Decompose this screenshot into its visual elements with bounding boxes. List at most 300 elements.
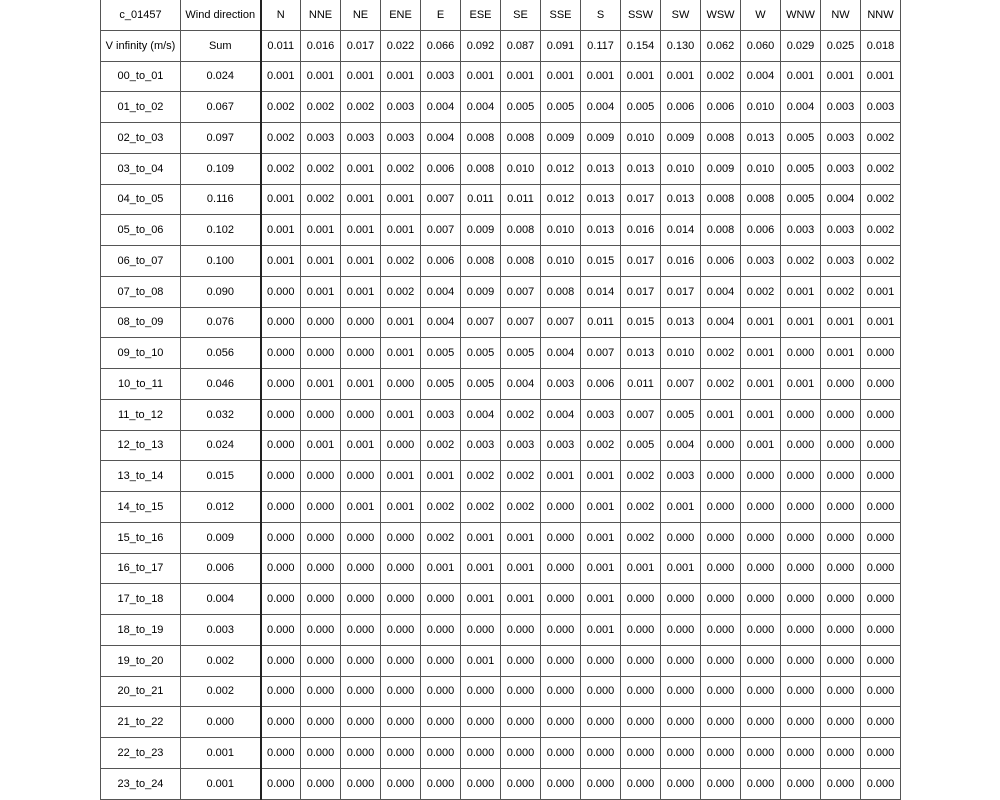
frequency-cell: 0.001 bbox=[741, 307, 781, 338]
frequency-cell: 0.010 bbox=[541, 215, 581, 246]
frequency-cell: 0.001 bbox=[741, 369, 781, 400]
frequency-cell: 0.003 bbox=[781, 215, 821, 246]
frequency-cell: 0.000 bbox=[341, 676, 381, 707]
frequency-cell: 0.000 bbox=[261, 338, 301, 369]
frequency-cell: 0.010 bbox=[741, 92, 781, 123]
frequency-cell: 0.001 bbox=[341, 369, 381, 400]
frequency-cell: 0.002 bbox=[701, 338, 741, 369]
direction-header: SE bbox=[501, 0, 541, 30]
frequency-cell: 0.000 bbox=[541, 522, 581, 553]
row-sum-cell: 0.009 bbox=[181, 522, 261, 553]
frequency-cell: 0.003 bbox=[341, 123, 381, 154]
frequency-cell: 0.004 bbox=[421, 123, 461, 154]
frequency-cell: 0.014 bbox=[581, 276, 621, 307]
frequency-cell: 0.004 bbox=[541, 338, 581, 369]
frequency-cell: 0.003 bbox=[501, 430, 541, 461]
frequency-cell: 0.002 bbox=[301, 184, 341, 215]
frequency-cell: 0.000 bbox=[301, 492, 341, 523]
table-id: c_01457 bbox=[101, 0, 181, 30]
frequency-cell: 0.001 bbox=[341, 246, 381, 277]
row-sum-cell: 0.003 bbox=[181, 615, 261, 646]
table-row bbox=[101, 645, 901, 676]
frequency-cell: 0.003 bbox=[661, 461, 701, 492]
frequency-cell: 0.000 bbox=[821, 676, 861, 707]
frequency-cell: 0.009 bbox=[461, 276, 501, 307]
frequency-cell: 0.011 bbox=[581, 307, 621, 338]
speed-bin-label: 05_to_06 bbox=[101, 215, 181, 246]
frequency-cell: 0.007 bbox=[421, 184, 461, 215]
direction-header: S bbox=[581, 0, 621, 30]
frequency-cell: 0.001 bbox=[301, 61, 341, 92]
frequency-cell: 0.000 bbox=[261, 615, 301, 646]
frequency-cell: 0.010 bbox=[621, 123, 661, 154]
frequency-cell: 0.005 bbox=[461, 369, 501, 400]
frequency-cell: 0.005 bbox=[781, 123, 821, 154]
frequency-cell: 0.001 bbox=[621, 61, 661, 92]
frequency-cell: 0.001 bbox=[501, 61, 541, 92]
frequency-cell: 0.000 bbox=[701, 645, 741, 676]
frequency-cell: 0.000 bbox=[621, 768, 661, 799]
frequency-cell: 0.000 bbox=[381, 430, 421, 461]
direction-header: W bbox=[741, 0, 781, 30]
frequency-cell: 0.004 bbox=[581, 92, 621, 123]
frequency-cell: 0.000 bbox=[661, 676, 701, 707]
frequency-cell: 0.000 bbox=[861, 707, 901, 738]
frequency-cell: 0.000 bbox=[621, 615, 661, 646]
frequency-cell: 0.000 bbox=[701, 768, 741, 799]
frequency-cell: 0.008 bbox=[701, 184, 741, 215]
frequency-cell: 0.000 bbox=[381, 707, 421, 738]
frequency-cell: 0.001 bbox=[781, 61, 821, 92]
frequency-cell: 0.000 bbox=[341, 338, 381, 369]
frequency-cell: 0.008 bbox=[501, 215, 541, 246]
frequency-cell: 0.000 bbox=[621, 584, 661, 615]
frequency-cell: 0.005 bbox=[621, 92, 661, 123]
frequency-cell: 0.000 bbox=[821, 369, 861, 400]
frequency-cell: 0.004 bbox=[461, 399, 501, 430]
row-sum-cell: 0.001 bbox=[181, 738, 261, 769]
frequency-cell: 0.001 bbox=[261, 61, 301, 92]
frequency-cell: 0.001 bbox=[381, 307, 421, 338]
frequency-cell: 0.000 bbox=[261, 522, 301, 553]
direction-header: SSW bbox=[621, 0, 661, 30]
table-row bbox=[101, 768, 901, 799]
row-sum-cell: 0.067 bbox=[181, 92, 261, 123]
frequency-cell: 0.000 bbox=[341, 768, 381, 799]
frequency-cell: 0.002 bbox=[501, 461, 541, 492]
frequency-cell: 0.001 bbox=[581, 522, 621, 553]
frequency-cell: 0.005 bbox=[621, 430, 661, 461]
direction-header: WNW bbox=[781, 0, 821, 30]
direction-sum-cell: 0.117 bbox=[581, 30, 621, 61]
frequency-cell: 0.000 bbox=[821, 399, 861, 430]
frequency-cell: 0.000 bbox=[741, 676, 781, 707]
frequency-cell: 0.000 bbox=[781, 707, 821, 738]
frequency-cell: 0.000 bbox=[861, 584, 901, 615]
frequency-cell: 0.000 bbox=[741, 553, 781, 584]
speed-bin-label: 19_to_20 bbox=[101, 645, 181, 676]
frequency-cell: 0.001 bbox=[301, 369, 341, 400]
frequency-cell: 0.001 bbox=[461, 645, 501, 676]
frequency-cell: 0.000 bbox=[741, 492, 781, 523]
frequency-cell: 0.000 bbox=[381, 584, 421, 615]
frequency-cell: 0.001 bbox=[301, 276, 341, 307]
frequency-cell: 0.000 bbox=[261, 584, 301, 615]
frequency-cell: 0.008 bbox=[741, 184, 781, 215]
frequency-cell: 0.003 bbox=[381, 92, 421, 123]
frequency-cell: 0.000 bbox=[541, 738, 581, 769]
frequency-cell: 0.002 bbox=[261, 92, 301, 123]
table-row bbox=[101, 615, 901, 646]
frequency-cell: 0.001 bbox=[381, 184, 421, 215]
frequency-cell: 0.000 bbox=[541, 768, 581, 799]
frequency-cell: 0.006 bbox=[421, 246, 461, 277]
frequency-cell: 0.000 bbox=[461, 768, 501, 799]
frequency-cell: 0.002 bbox=[261, 153, 301, 184]
frequency-cell: 0.001 bbox=[661, 61, 701, 92]
frequency-cell: 0.000 bbox=[621, 738, 661, 769]
frequency-cell: 0.000 bbox=[261, 645, 301, 676]
frequency-cell: 0.000 bbox=[541, 645, 581, 676]
frequency-cell: 0.002 bbox=[621, 522, 661, 553]
frequency-cell: 0.001 bbox=[421, 553, 461, 584]
frequency-cell: 0.000 bbox=[261, 461, 301, 492]
table-row bbox=[101, 676, 901, 707]
frequency-cell: 0.008 bbox=[501, 123, 541, 154]
frequency-cell: 0.000 bbox=[381, 645, 421, 676]
frequency-cell: 0.003 bbox=[581, 399, 621, 430]
row-sum-cell: 0.000 bbox=[181, 707, 261, 738]
frequency-cell: 0.000 bbox=[581, 768, 621, 799]
row-sum-cell: 0.100 bbox=[181, 246, 261, 277]
frequency-cell: 0.000 bbox=[741, 522, 781, 553]
table-row bbox=[101, 738, 901, 769]
frequency-cell: 0.000 bbox=[661, 645, 701, 676]
frequency-cell: 0.002 bbox=[621, 492, 661, 523]
frequency-cell: 0.013 bbox=[661, 307, 701, 338]
frequency-cell: 0.003 bbox=[821, 215, 861, 246]
frequency-cell: 0.003 bbox=[861, 92, 901, 123]
frequency-cell: 0.000 bbox=[861, 676, 901, 707]
row-sum-cell: 0.056 bbox=[181, 338, 261, 369]
frequency-cell: 0.000 bbox=[701, 461, 741, 492]
frequency-cell: 0.013 bbox=[741, 123, 781, 154]
row-sum-cell: 0.109 bbox=[181, 153, 261, 184]
row-sum-cell: 0.024 bbox=[181, 61, 261, 92]
frequency-cell: 0.000 bbox=[861, 553, 901, 584]
frequency-cell: 0.001 bbox=[341, 184, 381, 215]
frequency-cell: 0.000 bbox=[861, 768, 901, 799]
direction-sum-cell: 0.092 bbox=[461, 30, 501, 61]
frequency-cell: 0.000 bbox=[661, 615, 701, 646]
frequency-cell: 0.000 bbox=[381, 676, 421, 707]
frequency-cell: 0.000 bbox=[861, 399, 901, 430]
speed-bin-label: 01_to_02 bbox=[101, 92, 181, 123]
frequency-cell: 0.000 bbox=[861, 492, 901, 523]
frequency-cell: 0.000 bbox=[381, 369, 421, 400]
frequency-cell: 0.000 bbox=[781, 584, 821, 615]
frequency-cell: 0.000 bbox=[301, 307, 341, 338]
frequency-cell: 0.006 bbox=[421, 153, 461, 184]
frequency-cell: 0.004 bbox=[781, 92, 821, 123]
frequency-cell: 0.009 bbox=[541, 123, 581, 154]
frequency-cell: 0.015 bbox=[581, 246, 621, 277]
frequency-cell: 0.002 bbox=[421, 522, 461, 553]
frequency-cell: 0.000 bbox=[781, 399, 821, 430]
speed-bin-label: 03_to_04 bbox=[101, 153, 181, 184]
row-sum-cell: 0.046 bbox=[181, 369, 261, 400]
frequency-cell: 0.000 bbox=[261, 276, 301, 307]
frequency-cell: 0.000 bbox=[701, 707, 741, 738]
frequency-cell: 0.002 bbox=[861, 215, 901, 246]
frequency-cell: 0.000 bbox=[421, 584, 461, 615]
frequency-cell: 0.001 bbox=[741, 430, 781, 461]
table-row bbox=[101, 215, 901, 246]
table-row bbox=[101, 492, 901, 523]
direction-sum-cell: 0.066 bbox=[421, 30, 461, 61]
frequency-cell: 0.000 bbox=[701, 738, 741, 769]
frequency-cell: 0.000 bbox=[461, 615, 501, 646]
row-sum-cell: 0.116 bbox=[181, 184, 261, 215]
frequency-cell: 0.005 bbox=[501, 92, 541, 123]
frequency-cell: 0.001 bbox=[261, 215, 301, 246]
row-sum-cell: 0.012 bbox=[181, 492, 261, 523]
table-row bbox=[101, 522, 901, 553]
frequency-cell: 0.000 bbox=[541, 553, 581, 584]
frequency-cell: 0.014 bbox=[661, 215, 701, 246]
speed-bin-label: 04_to_05 bbox=[101, 184, 181, 215]
speed-bin-label: 16_to_17 bbox=[101, 553, 181, 584]
frequency-cell: 0.006 bbox=[581, 369, 621, 400]
direction-sum-cell: 0.091 bbox=[541, 30, 581, 61]
frequency-cell: 0.001 bbox=[581, 584, 621, 615]
frequency-cell: 0.002 bbox=[781, 246, 821, 277]
row-sum-cell: 0.102 bbox=[181, 215, 261, 246]
direction-header: NNW bbox=[861, 0, 901, 30]
frequency-cell: 0.005 bbox=[541, 92, 581, 123]
frequency-cell: 0.001 bbox=[461, 522, 501, 553]
frequency-cell: 0.000 bbox=[301, 707, 341, 738]
frequency-cell: 0.002 bbox=[461, 492, 501, 523]
frequency-cell: 0.000 bbox=[821, 553, 861, 584]
frequency-cell: 0.001 bbox=[301, 430, 341, 461]
frequency-cell: 0.001 bbox=[661, 492, 701, 523]
frequency-cell: 0.005 bbox=[781, 184, 821, 215]
frequency-cell: 0.002 bbox=[261, 123, 301, 154]
row-sum-cell: 0.002 bbox=[181, 645, 261, 676]
frequency-cell: 0.002 bbox=[381, 276, 421, 307]
frequency-cell: 0.002 bbox=[861, 153, 901, 184]
frequency-cell: 0.000 bbox=[541, 584, 581, 615]
frequency-cell: 0.002 bbox=[701, 369, 741, 400]
frequency-cell: 0.001 bbox=[381, 61, 421, 92]
frequency-cell: 0.001 bbox=[421, 461, 461, 492]
frequency-cell: 0.000 bbox=[541, 707, 581, 738]
table-row bbox=[101, 307, 901, 338]
frequency-cell: 0.000 bbox=[341, 707, 381, 738]
frequency-cell: 0.000 bbox=[421, 738, 461, 769]
frequency-cell: 0.001 bbox=[341, 430, 381, 461]
direction-header: E bbox=[421, 0, 461, 30]
frequency-cell: 0.000 bbox=[301, 645, 341, 676]
frequency-cell: 0.003 bbox=[821, 246, 861, 277]
frequency-cell: 0.000 bbox=[781, 430, 821, 461]
frequency-cell: 0.000 bbox=[661, 738, 701, 769]
frequency-cell: 0.001 bbox=[621, 553, 661, 584]
frequency-cell: 0.000 bbox=[381, 615, 421, 646]
frequency-cell: 0.000 bbox=[541, 676, 581, 707]
direction-header: WSW bbox=[701, 0, 741, 30]
frequency-cell: 0.003 bbox=[421, 399, 461, 430]
frequency-cell: 0.000 bbox=[701, 553, 741, 584]
frequency-cell: 0.017 bbox=[621, 246, 661, 277]
row-sum-cell: 0.090 bbox=[181, 276, 261, 307]
frequency-cell: 0.000 bbox=[301, 584, 341, 615]
frequency-cell: 0.005 bbox=[501, 338, 541, 369]
frequency-cell: 0.000 bbox=[341, 399, 381, 430]
direction-sum-cell: 0.062 bbox=[701, 30, 741, 61]
speed-unit-label: V infinity (m/s) bbox=[101, 30, 181, 61]
frequency-cell: 0.001 bbox=[541, 61, 581, 92]
frequency-cell: 0.000 bbox=[781, 676, 821, 707]
frequency-cell: 0.001 bbox=[861, 61, 901, 92]
frequency-cell: 0.000 bbox=[421, 707, 461, 738]
frequency-cell: 0.001 bbox=[541, 461, 581, 492]
frequency-cell: 0.000 bbox=[821, 522, 861, 553]
speed-bin-label: 15_to_16 bbox=[101, 522, 181, 553]
frequency-cell: 0.007 bbox=[621, 399, 661, 430]
frequency-cell: 0.009 bbox=[701, 153, 741, 184]
frequency-cell: 0.007 bbox=[461, 307, 501, 338]
direction-sum-cell: 0.087 bbox=[501, 30, 541, 61]
frequency-cell: 0.000 bbox=[621, 707, 661, 738]
frequency-cell: 0.013 bbox=[661, 184, 701, 215]
frequency-cell: 0.004 bbox=[461, 92, 501, 123]
frequency-cell: 0.000 bbox=[701, 584, 741, 615]
frequency-cell: 0.003 bbox=[301, 123, 341, 154]
table-row bbox=[101, 246, 901, 277]
direction-sum-cell: 0.022 bbox=[381, 30, 421, 61]
frequency-cell: 0.000 bbox=[381, 738, 421, 769]
frequency-cell: 0.005 bbox=[781, 153, 821, 184]
frequency-cell: 0.000 bbox=[741, 768, 781, 799]
frequency-cell: 0.000 bbox=[261, 492, 301, 523]
direction-header: SSE bbox=[541, 0, 581, 30]
wind-direction-label: Wind direction bbox=[181, 0, 261, 30]
frequency-cell: 0.000 bbox=[861, 369, 901, 400]
frequency-cell: 0.007 bbox=[421, 215, 461, 246]
frequency-cell: 0.003 bbox=[541, 369, 581, 400]
frequency-cell: 0.001 bbox=[821, 307, 861, 338]
frequency-cell: 0.008 bbox=[701, 123, 741, 154]
frequency-cell: 0.000 bbox=[301, 768, 341, 799]
frequency-cell: 0.000 bbox=[621, 645, 661, 676]
frequency-cell: 0.006 bbox=[741, 215, 781, 246]
frequency-cell: 0.000 bbox=[421, 676, 461, 707]
frequency-cell: 0.000 bbox=[861, 738, 901, 769]
direction-sum-cell: 0.025 bbox=[821, 30, 861, 61]
frequency-cell: 0.000 bbox=[861, 645, 901, 676]
frequency-cell: 0.013 bbox=[621, 153, 661, 184]
frequency-cell: 0.002 bbox=[501, 399, 541, 430]
direction-sum-cell: 0.017 bbox=[341, 30, 381, 61]
speed-bin-label: 20_to_21 bbox=[101, 676, 181, 707]
frequency-cell: 0.000 bbox=[781, 768, 821, 799]
frequency-cell: 0.001 bbox=[261, 246, 301, 277]
frequency-cell: 0.006 bbox=[661, 92, 701, 123]
frequency-cell: 0.000 bbox=[741, 461, 781, 492]
frequency-cell: 0.002 bbox=[421, 492, 461, 523]
direction-header: NE bbox=[341, 0, 381, 30]
frequency-cell: 0.000 bbox=[621, 676, 661, 707]
frequency-cell: 0.010 bbox=[541, 246, 581, 277]
frequency-cell: 0.000 bbox=[261, 369, 301, 400]
frequency-cell: 0.016 bbox=[621, 215, 661, 246]
direction-header: N bbox=[261, 0, 301, 30]
frequency-cell: 0.007 bbox=[661, 369, 701, 400]
row-sum-cell: 0.076 bbox=[181, 307, 261, 338]
speed-bin-label: 09_to_10 bbox=[101, 338, 181, 369]
speed-bin-label: 02_to_03 bbox=[101, 123, 181, 154]
frequency-cell: 0.001 bbox=[381, 215, 421, 246]
row-sum-cell: 0.097 bbox=[181, 123, 261, 154]
frequency-cell: 0.000 bbox=[581, 707, 621, 738]
frequency-cell: 0.001 bbox=[781, 276, 821, 307]
row-sum-cell: 0.006 bbox=[181, 553, 261, 584]
frequency-cell: 0.000 bbox=[301, 461, 341, 492]
frequency-cell: 0.005 bbox=[421, 338, 461, 369]
direction-sum-cell: 0.154 bbox=[621, 30, 661, 61]
frequency-cell: 0.013 bbox=[621, 338, 661, 369]
frequency-cell: 0.000 bbox=[461, 738, 501, 769]
frequency-cell: 0.001 bbox=[661, 553, 701, 584]
frequency-cell: 0.000 bbox=[781, 522, 821, 553]
frequency-cell: 0.003 bbox=[821, 123, 861, 154]
frequency-cell: 0.003 bbox=[381, 123, 421, 154]
frequency-cell: 0.000 bbox=[541, 492, 581, 523]
frequency-cell: 0.000 bbox=[581, 645, 621, 676]
frequency-cell: 0.006 bbox=[701, 92, 741, 123]
frequency-cell: 0.010 bbox=[661, 338, 701, 369]
frequency-cell: 0.000 bbox=[861, 615, 901, 646]
frequency-cell: 0.009 bbox=[661, 123, 701, 154]
table-row bbox=[101, 338, 901, 369]
frequency-cell: 0.001 bbox=[381, 399, 421, 430]
frequency-cell: 0.004 bbox=[741, 61, 781, 92]
table-row bbox=[101, 276, 901, 307]
direction-header: ENE bbox=[381, 0, 421, 30]
frequency-cell: 0.006 bbox=[701, 246, 741, 277]
frequency-cell: 0.001 bbox=[741, 338, 781, 369]
table-row bbox=[101, 61, 901, 92]
wind-frequency-table bbox=[100, 0, 901, 800]
frequency-cell: 0.001 bbox=[781, 307, 821, 338]
frequency-cell: 0.001 bbox=[341, 215, 381, 246]
frequency-cell: 0.002 bbox=[421, 430, 461, 461]
frequency-cell: 0.000 bbox=[701, 522, 741, 553]
frequency-cell: 0.013 bbox=[581, 215, 621, 246]
frequency-cell: 0.000 bbox=[341, 461, 381, 492]
table-row bbox=[101, 553, 901, 584]
speed-bin-label: 12_to_13 bbox=[101, 430, 181, 461]
frequency-cell: 0.000 bbox=[501, 768, 541, 799]
frequency-cell: 0.000 bbox=[341, 615, 381, 646]
frequency-cell: 0.001 bbox=[261, 184, 301, 215]
speed-bin-label: 17_to_18 bbox=[101, 584, 181, 615]
frequency-cell: 0.001 bbox=[341, 492, 381, 523]
speed-bin-label: 23_to_24 bbox=[101, 768, 181, 799]
frequency-cell: 0.000 bbox=[261, 430, 301, 461]
